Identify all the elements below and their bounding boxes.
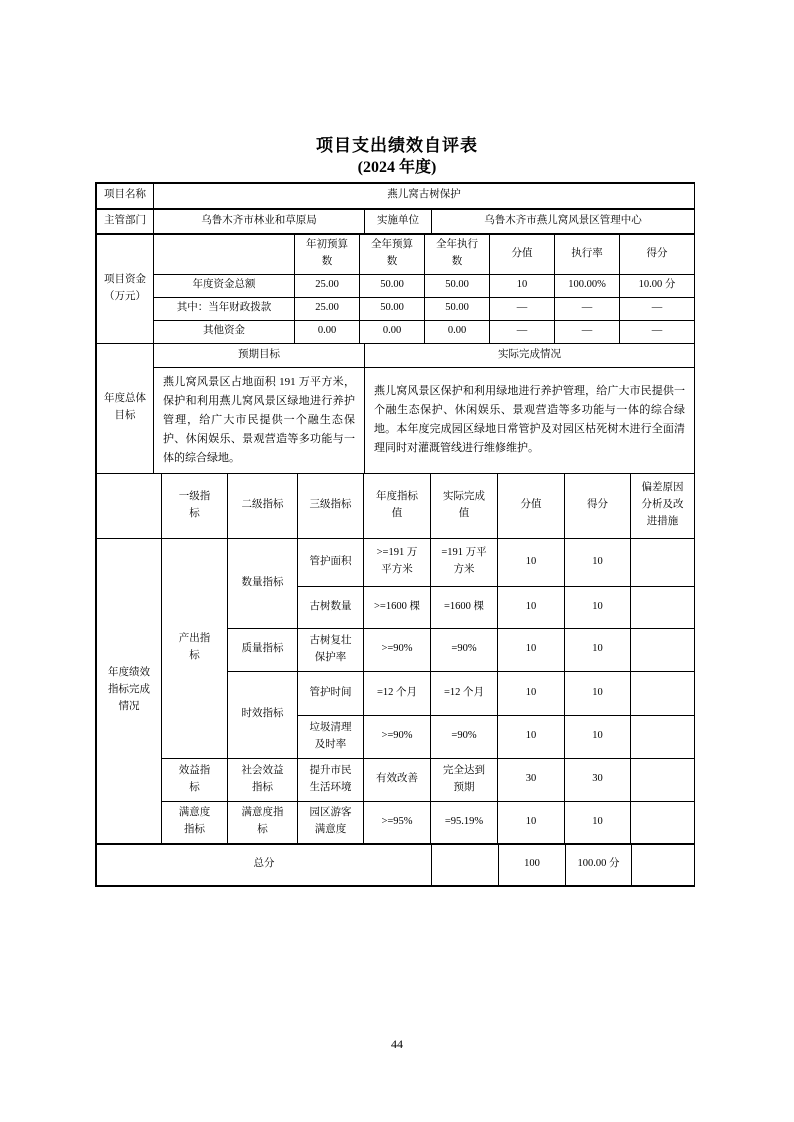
funding-value: — xyxy=(555,297,620,320)
funding-value: — xyxy=(620,297,695,320)
total-score-value: 100 xyxy=(499,844,566,885)
indicator-col-header: 偏差原因分析及改进措施 xyxy=(631,473,695,538)
funding-row-label: 项目资金（万元） xyxy=(97,234,154,343)
funding-value: 100.00% xyxy=(555,274,620,297)
indicator-actual: =1600 棵 xyxy=(431,586,498,628)
indicator-got: 10 xyxy=(565,586,631,628)
indicator-level1: 产出指标 xyxy=(162,538,228,758)
actual-completion-text: 燕儿窝风景区保护和利用绿地进行养护管理，给广大市民提供一个融生态保护、休闲娱乐、景观营造等多功能与一体的综合绿地。本年度完成园区绿地日常管护及对园区枯死树木进行全面清理同时对灌溉管线进行维修维护。 xyxy=(365,367,695,473)
indicator-deviation xyxy=(631,538,695,586)
indicator-got: 10 xyxy=(565,671,631,715)
indicator-got: 10 xyxy=(565,538,631,586)
total-got-value: 100.00 分 xyxy=(566,844,632,885)
indicator-got: 30 xyxy=(565,758,631,801)
total-actual-empty xyxy=(432,844,499,885)
impl-unit-value: 乌鲁木齐市燕儿窝风景区管理中心 xyxy=(432,209,695,234)
indicator-level3: 提升市民生活环境 xyxy=(298,758,364,801)
indicator-deviation xyxy=(631,628,695,671)
funding-value: — xyxy=(555,320,620,343)
indicator-actual: =191 万平方米 xyxy=(431,538,498,586)
indicator-col-header: 实际完成值 xyxy=(431,473,498,538)
indicator-level2: 质量指标 xyxy=(228,628,298,671)
indicator-level2: 社会效益指标 xyxy=(228,758,298,801)
funding-row-name: 其他资金 xyxy=(154,320,295,343)
total-label: 总分 xyxy=(97,844,432,885)
dept-value: 乌鲁木齐市林业和草原局 xyxy=(154,209,365,234)
funding-value: 0.00 xyxy=(295,320,360,343)
actual-completion-header: 实际完成情况 xyxy=(365,343,695,367)
funding-row-name: 其中：当年财政拨款 xyxy=(154,297,295,320)
indicator-deviation xyxy=(631,801,695,843)
indicator-level3: 古树数量 xyxy=(298,586,364,628)
funding-value: 10 xyxy=(490,274,555,297)
expected-goal-header: 预期目标 xyxy=(154,343,365,367)
indicator-section xyxy=(96,473,695,844)
indicator-actual: =12 个月 xyxy=(431,671,498,715)
indicator-actual: =95.19% xyxy=(431,801,498,843)
total-deviation-empty xyxy=(632,844,695,885)
funding-row-name: 年度资金总额 xyxy=(154,274,295,297)
project-name-label: 项目名称 xyxy=(97,184,154,209)
funding-col-header: 全年执行数 xyxy=(425,234,490,274)
indicator-deviation xyxy=(631,715,695,758)
indicator-level2: 满意度指标 xyxy=(228,801,298,843)
page-title: 项目支出绩效自评表 xyxy=(316,136,478,155)
indicator-col-header: 分值 xyxy=(498,473,565,538)
project-name-value: 燕儿窝古树保护 xyxy=(154,184,695,209)
indicator-target: >=95% xyxy=(364,801,431,843)
funding-value: 10.00 分 xyxy=(620,274,695,297)
funding-value: 0.00 xyxy=(360,320,425,343)
funding-value: — xyxy=(620,320,695,343)
funding-value: 25.00 xyxy=(295,274,360,297)
indicator-actual: 完全达到预期 xyxy=(431,758,498,801)
indicator-got: 10 xyxy=(565,628,631,671)
indicator-col-header: 得分 xyxy=(565,473,631,538)
funding-col-header: 全年预算数 xyxy=(360,234,425,274)
funding-name-header-empty xyxy=(154,234,295,274)
funding-value: 25.00 xyxy=(295,297,360,320)
indicator-score: 10 xyxy=(498,586,565,628)
indicator-col-header: 一级指标 xyxy=(162,473,228,538)
indicator-actual: =90% xyxy=(431,715,498,758)
indicator-target: >=191 万平方米 xyxy=(364,538,431,586)
funding-value: 50.00 xyxy=(360,297,425,320)
indicator-deviation xyxy=(631,758,695,801)
indicator-score: 10 xyxy=(498,671,565,715)
indicator-level3: 管护时间 xyxy=(298,671,364,715)
funding-value: 50.00 xyxy=(425,274,490,297)
funding-value: — xyxy=(490,297,555,320)
funding-col-header: 年初预算数 xyxy=(295,234,360,274)
funding-col-header: 执行率 xyxy=(555,234,620,274)
indicator-col-header: 三级指标 xyxy=(298,473,364,538)
indicator-target: >=90% xyxy=(364,628,431,671)
indicator-target: 有效改善 xyxy=(364,758,431,801)
indicator-deviation xyxy=(631,586,695,628)
indicator-got: 10 xyxy=(565,801,631,843)
indicator-score: 30 xyxy=(498,758,565,801)
indicator-score: 10 xyxy=(498,801,565,843)
header-section xyxy=(96,183,695,235)
indicator-level3: 古树复壮保护率 xyxy=(298,628,364,671)
indicator-level3: 垃圾清理及时率 xyxy=(298,715,364,758)
indicator-level3: 园区游客满意度 xyxy=(298,801,364,843)
indicator-got: 10 xyxy=(565,715,631,758)
self-evaluation-table xyxy=(95,182,695,887)
indicator-score: 10 xyxy=(498,628,565,671)
indicator-target: >=1600 棵 xyxy=(364,586,431,628)
funding-value: 0.00 xyxy=(425,320,490,343)
funding-section xyxy=(96,234,695,344)
indicator-level1: 满意度指标 xyxy=(162,801,228,843)
total-section xyxy=(96,844,695,886)
annual-goal-row-label: 年度总体目标 xyxy=(97,343,154,473)
indicator-level1: 效益指标 xyxy=(162,758,228,801)
indicator-target: =12 个月 xyxy=(364,671,431,715)
indicator-score: 10 xyxy=(498,538,565,586)
funding-value: — xyxy=(490,320,555,343)
funding-value: 50.00 xyxy=(425,297,490,320)
indicator-level2: 时效指标 xyxy=(228,671,298,758)
indicator-col-header: 年度指标值 xyxy=(364,473,431,538)
funding-col-header: 得分 xyxy=(620,234,695,274)
indicator-score: 10 xyxy=(498,715,565,758)
impl-unit-label: 实施单位 xyxy=(365,209,432,234)
indicator-col-header: 二级指标 xyxy=(228,473,298,538)
indicator-level3: 管护面积 xyxy=(298,538,364,586)
funding-value: 50.00 xyxy=(360,274,425,297)
indicator-row-label: 年度绩效指标完成情况 xyxy=(97,538,162,843)
indicator-deviation xyxy=(631,671,695,715)
funding-col-header: 分值 xyxy=(490,234,555,274)
expected-goal-text: 燕儿窝风景区占地面积 191 万平方米，保护和利用燕儿窝风景区绿地进行养护管理，给广大市民提供一个融生态保护、休闲娱乐、景观营造等多功能与一体的综合绿地。 xyxy=(154,367,365,473)
annual-goal-section xyxy=(96,343,695,474)
page-number: 44 xyxy=(391,1037,403,1051)
dept-label: 主管部门 xyxy=(97,209,154,234)
indicator-target: >=90% xyxy=(364,715,431,758)
indicator-actual: =90% xyxy=(431,628,498,671)
page-subtitle: (2024 年度) xyxy=(357,159,437,176)
indicator-level2: 数量指标 xyxy=(228,538,298,628)
indicator-label-header-empty xyxy=(97,473,162,538)
